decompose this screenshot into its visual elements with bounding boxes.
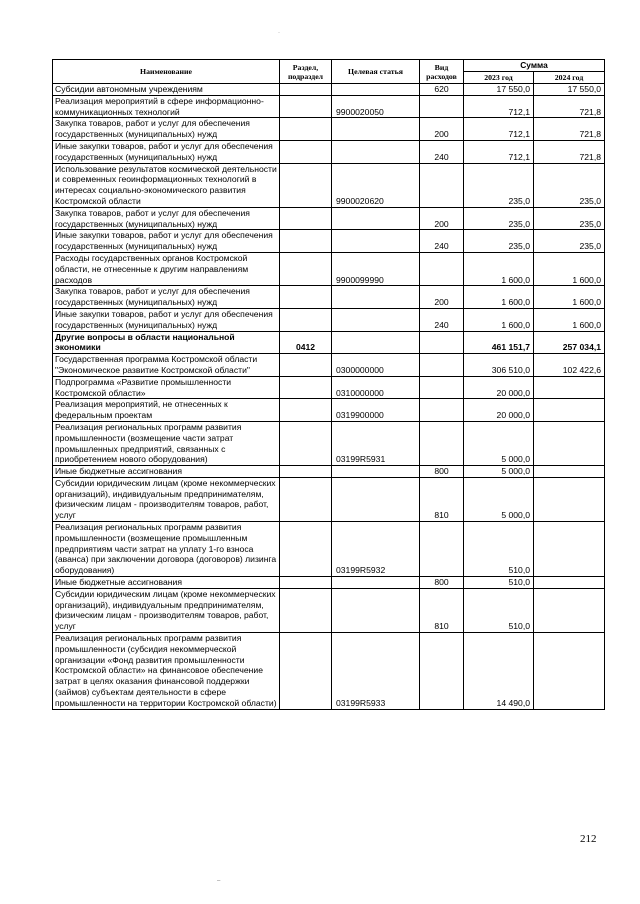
table-row: [53, 331, 605, 354]
cell-section: [280, 588, 332, 632]
cell-target: 0319900000: [332, 399, 420, 422]
table-row: [53, 477, 605, 521]
cell-2023: 510,0: [464, 522, 534, 577]
cell-2024: 721,8: [534, 118, 605, 141]
page-number: 212: [580, 833, 597, 845]
cell-2023: 5 000,0: [464, 466, 534, 478]
cell-target: 03199R5932: [332, 522, 420, 577]
cell-type: [420, 354, 464, 377]
cell-type: [420, 163, 464, 207]
cell-name: Реализация мероприятий, не отнесенных к федеральным проектам: [53, 399, 280, 422]
cell-type: 200: [420, 286, 464, 309]
cell-type: 800: [420, 466, 464, 478]
header-sum: Сумма: [464, 60, 605, 72]
cell-name: Иные закупки товаров, работ и услуг для обеспечения государственных (муниципальных) нужд: [53, 230, 280, 253]
table-row: [53, 95, 605, 118]
scan-speck: –: [217, 878, 221, 884]
table-row: [53, 252, 605, 285]
cell-2024: 17 550,0: [534, 84, 605, 96]
scan-speck: ·: [278, 30, 280, 36]
cell-name: Субсидии юридическим лицам (кроме некоммерческих организаций), индивидуальным предпринимателям, физическим лицам - производителям товаров, работ, услуг: [53, 477, 280, 521]
table-row: [53, 118, 605, 141]
cell-2024: 1 600,0: [534, 308, 605, 331]
cell-section: [280, 286, 332, 309]
table-row: [53, 421, 605, 465]
cell-name: Подпрограмма «Развитие промышленности Костромской области»: [53, 376, 280, 399]
cell-2023: 235,0: [464, 230, 534, 253]
cell-name: Реализация региональных программ развития промышленности (субсидия некоммерческой организации «Фонд развития промышленности Костромской области» на финансовое обеспечение затрат в целях оказания финансовой поддержки (займов) субъектам деятельности в сфере промышленности на территории Костромской области): [53, 633, 280, 710]
cell-type: 200: [420, 118, 464, 141]
cell-type: 240: [420, 230, 464, 253]
cell-name: Иные закупки товаров, работ и услуг для обеспечения государственных (муниципальных) нужд: [53, 140, 280, 163]
cell-name: Иные бюджетные ассигнования: [53, 466, 280, 478]
header-name: Наименование: [53, 60, 280, 84]
table-row: [53, 522, 605, 577]
cell-2023: 235,0: [464, 207, 534, 230]
cell-2023: 5 000,0: [464, 421, 534, 465]
cell-2024: 102 422,6: [534, 354, 605, 377]
budget-table: [52, 59, 605, 710]
cell-2024: 235,0: [534, 230, 605, 253]
cell-section: [280, 230, 332, 253]
cell-2024: [534, 477, 605, 521]
cell-2023: 20 000,0: [464, 376, 534, 399]
cell-2024: [534, 522, 605, 577]
budget-table-page: [52, 59, 604, 710]
cell-target: [332, 140, 420, 163]
header-2024: 2024 год: [534, 72, 605, 84]
cell-name: Иные закупки товаров, работ и услуг для обеспечения государственных (муниципальных) нужд: [53, 308, 280, 331]
cell-target: 9900020050: [332, 95, 420, 118]
table-row: [53, 466, 605, 478]
cell-type: 240: [420, 140, 464, 163]
cell-name: Закупка товаров, работ и услуг для обеспечения государственных (муниципальных) нужд: [53, 118, 280, 141]
table-row: [53, 308, 605, 331]
cell-type: 240: [420, 308, 464, 331]
cell-section: [280, 577, 332, 589]
cell-2024: 235,0: [534, 163, 605, 207]
cell-type: [420, 633, 464, 710]
cell-section: [280, 163, 332, 207]
cell-target: [332, 207, 420, 230]
cell-target: 0300000000: [332, 354, 420, 377]
cell-type: [420, 421, 464, 465]
cell-2023: 712,1: [464, 95, 534, 118]
table-row: [53, 354, 605, 377]
table-row: [53, 84, 605, 96]
cell-2024: 1 600,0: [534, 286, 605, 309]
cell-2023: 20 000,0: [464, 399, 534, 422]
cell-target: 03199R5933: [332, 633, 420, 710]
table-row: [53, 376, 605, 399]
cell-name: Субсидии юридическим лицам (кроме некоммерческих организаций), индивидуальным предпринимателям, физическим лицам - производителям товаров, работ, услуг: [53, 588, 280, 632]
cell-2023: 1 600,0: [464, 308, 534, 331]
cell-section: [280, 252, 332, 285]
cell-section: [280, 376, 332, 399]
cell-section: 0412: [280, 331, 332, 354]
cell-type: [420, 522, 464, 577]
cell-2023: 17 550,0: [464, 84, 534, 96]
table-row: [53, 163, 605, 207]
cell-section: [280, 308, 332, 331]
cell-section: [280, 84, 332, 96]
cell-2024: 235,0: [534, 207, 605, 230]
cell-target: [332, 477, 420, 521]
cell-target: [332, 308, 420, 331]
cell-name: Реализация региональных программ развития промышленности (возмещение части затрат промышленных предприятий, связанных с приобретением нового оборудования): [53, 421, 280, 465]
cell-section: [280, 399, 332, 422]
cell-name: Иные бюджетные ассигнования: [53, 577, 280, 589]
cell-target: [332, 331, 420, 354]
cell-type: 810: [420, 588, 464, 632]
cell-type: [420, 376, 464, 399]
cell-name: Реализация региональных программ развития промышленности (возмещение промышленным предприятиям части затрат на уплату 1-го взноса (аванса) при заключении договора (договоров) лизинга оборудования): [53, 522, 280, 577]
cell-section: [280, 354, 332, 377]
table-row: [53, 577, 605, 589]
cell-2024: [534, 399, 605, 422]
cell-name: Государственная программа Костромской области "Экономическое развитие Костромской области": [53, 354, 280, 377]
cell-2023: 510,0: [464, 588, 534, 632]
cell-2023: 510,0: [464, 577, 534, 589]
cell-section: [280, 95, 332, 118]
cell-name: Закупка товаров, работ и услуг для обеспечения государственных (муниципальных) нужд: [53, 286, 280, 309]
cell-2024: 721,8: [534, 95, 605, 118]
cell-name: Использование результатов космической деятельности и современных геоинформационных технологий в интересах социально-экономического развития Костромской области: [53, 163, 280, 207]
cell-2024: 1 600,0: [534, 252, 605, 285]
cell-target: [332, 588, 420, 632]
cell-type: [420, 95, 464, 118]
cell-2024: [534, 588, 605, 632]
table-row: [53, 399, 605, 422]
cell-2024: 257 034,1: [534, 331, 605, 354]
cell-2023: 1 600,0: [464, 286, 534, 309]
cell-target: 0310000000: [332, 376, 420, 399]
cell-section: [280, 140, 332, 163]
table-row: [53, 633, 605, 710]
cell-target: 9900020620: [332, 163, 420, 207]
cell-2024: [534, 376, 605, 399]
cell-name: Расходы государственных органов Костромской области, не отнесенные к другим направлениям расходов: [53, 252, 280, 285]
cell-target: [332, 118, 420, 141]
header-target: Целевая статья: [332, 60, 420, 84]
cell-2024: [534, 633, 605, 710]
cell-target: [332, 84, 420, 96]
cell-type: [420, 399, 464, 422]
table-row: [53, 207, 605, 230]
cell-2024: [534, 421, 605, 465]
table-row: [53, 140, 605, 163]
cell-name: Другие вопросы в области национальной экономики: [53, 331, 280, 354]
cell-name: Реализация мероприятий в сфере информационно-коммуникационных технологий: [53, 95, 280, 118]
cell-2023: 712,1: [464, 140, 534, 163]
table-row: [53, 230, 605, 253]
cell-type: 620: [420, 84, 464, 96]
cell-type: [420, 331, 464, 354]
cell-type: 200: [420, 207, 464, 230]
cell-target: [332, 286, 420, 309]
cell-name: Субсидии автономным учреждениям: [53, 84, 280, 96]
cell-2023: 712,1: [464, 118, 534, 141]
header-2023: 2023 год: [464, 72, 534, 84]
cell-type: 800: [420, 577, 464, 589]
cell-type: 810: [420, 477, 464, 521]
cell-2023: 461 151,7: [464, 331, 534, 354]
table-row: [53, 286, 605, 309]
cell-target: [332, 466, 420, 478]
cell-target: [332, 577, 420, 589]
cell-section: [280, 633, 332, 710]
header-section: Раздел, подраздел: [280, 60, 332, 84]
cell-section: [280, 118, 332, 141]
cell-2023: 5 000,0: [464, 477, 534, 521]
cell-2023: 1 600,0: [464, 252, 534, 285]
cell-2023: 306 510,0: [464, 354, 534, 377]
cell-section: [280, 421, 332, 465]
cell-name: Закупка товаров, работ и услуг для обеспечения государственных (муниципальных) нужд: [53, 207, 280, 230]
cell-2024: [534, 577, 605, 589]
cell-section: [280, 477, 332, 521]
cell-type: [420, 252, 464, 285]
table-row: [53, 588, 605, 632]
cell-target: 03199R5931: [332, 421, 420, 465]
header-type: Вид расходов: [420, 60, 464, 84]
cell-target: 9900099990: [332, 252, 420, 285]
cell-2024: [534, 466, 605, 478]
cell-section: [280, 522, 332, 577]
cell-target: [332, 230, 420, 253]
cell-2023: 14 490,0: [464, 633, 534, 710]
cell-2023: 235,0: [464, 163, 534, 207]
cell-section: [280, 207, 332, 230]
cell-2024: 721,8: [534, 140, 605, 163]
cell-section: [280, 466, 332, 478]
